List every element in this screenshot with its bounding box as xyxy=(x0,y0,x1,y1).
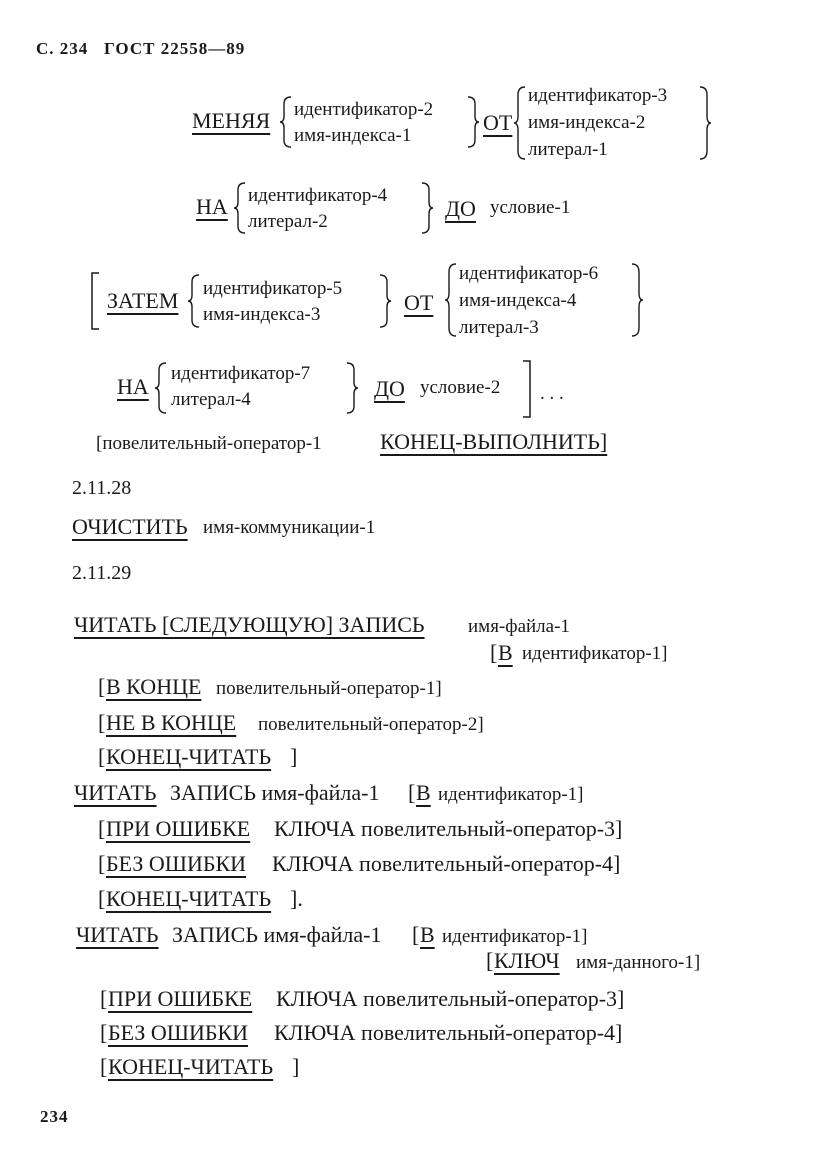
operand-communication-name-1: имя-коммуникации-1 xyxy=(203,517,376,538)
bracket-close: ] xyxy=(292,1054,300,1079)
imperative-statement-1: [повелительный-оператор-1 xyxy=(96,433,322,454)
left-brace xyxy=(444,263,458,337)
bracket-open: [ xyxy=(100,1020,108,1045)
file-name-1: имя-файла-1 xyxy=(468,616,570,637)
keyword-ot: ОТ xyxy=(404,290,434,315)
keyword-end-read: КОНЕЦ-ЧИТАТЬ xyxy=(106,744,272,769)
keyword-read: ЧИТАТЬ xyxy=(74,780,157,805)
bracket-open: [ xyxy=(486,948,494,973)
option-index-name-1: имя-индекса-1 xyxy=(294,125,412,146)
key-imperative-statement-3: КЛЮЧА повелительный-оператор-3] xyxy=(274,816,623,841)
keyword-clear: ОЧИСТИТЬ xyxy=(72,514,188,539)
right-brace xyxy=(420,182,434,234)
option-index-name-4: имя-индекса-4 xyxy=(459,290,577,311)
identifier-1: идентификатор-1] xyxy=(442,926,588,947)
right-brace xyxy=(630,263,644,337)
bracket-open: [ xyxy=(412,922,420,947)
option-index-name-3: имя-индекса-3 xyxy=(203,304,321,325)
keyword-invalid-key: ПРИ ОШИБКЕ xyxy=(106,816,251,841)
key-imperative-statement-4: КЛЮЧА повелительный-оператор-4] xyxy=(272,851,621,876)
left-brace xyxy=(513,86,527,160)
left-brace xyxy=(187,274,201,328)
right-brace xyxy=(378,274,392,328)
option-index-name-2: имя-индекса-2 xyxy=(528,112,646,133)
keyword-end-read: КОНЕЦ-ЧИТАТЬ xyxy=(106,886,272,911)
bracket-open: [ xyxy=(100,1054,108,1079)
keyword-end-perform: КОНЕЦ-ВЫПОЛНИТЬ] xyxy=(380,429,608,454)
bracket-open: [ xyxy=(98,816,106,841)
keyword-v: В xyxy=(416,780,431,805)
bracket-open: [ xyxy=(98,744,106,769)
keyword-end-read: КОНЕЦ-ЧИТАТЬ xyxy=(108,1054,274,1079)
left-brace xyxy=(233,182,247,234)
keyword-do: ДО xyxy=(374,376,405,401)
keyword-na: НА xyxy=(117,374,149,399)
left-brace xyxy=(279,96,293,148)
bracket-open: [ xyxy=(100,986,108,1011)
option-literal-3: литерал-3 xyxy=(459,317,539,338)
bracket-close: ] xyxy=(290,744,298,769)
record-file-name-1: ЗАПИСЬ имя-файла-1 xyxy=(170,780,380,805)
keyword-read-next-record: ЧИТАТЬ [СЛЕДУЮЩУЮ] ЗАПИСЬ xyxy=(74,612,425,637)
option-identifier-7: идентификатор-7 xyxy=(171,363,311,384)
bracket-open: [ xyxy=(98,851,106,876)
option-identifier-6: идентификатор-6 xyxy=(459,263,599,284)
right-brace xyxy=(345,362,359,414)
identifier-1: идентификатор-1] xyxy=(522,643,668,664)
keyword-at-end: В КОНЦЕ xyxy=(106,674,202,699)
option-literal-1: литерал-1 xyxy=(528,139,608,160)
keyword-do: ДО xyxy=(445,196,476,221)
ellipsis: . . . xyxy=(540,383,564,404)
identifier-1: идентификатор-1] xyxy=(438,784,584,805)
keyword-menyaya: МЕНЯЯ xyxy=(192,108,271,133)
keyword-not-invalid-key: БЕЗ ОШИБКИ xyxy=(106,851,247,876)
page-label: С. 234 xyxy=(36,39,89,58)
keyword-na: НА xyxy=(196,194,228,219)
keyword-invalid-key: ПРИ ОШИБКЕ xyxy=(108,986,253,1011)
option-identifier-4: идентификатор-4 xyxy=(248,185,388,206)
bracket-open: [ xyxy=(98,710,106,735)
key-imperative-statement-3: КЛЮЧА повелительный-оператор-3] xyxy=(276,986,625,1011)
right-brace xyxy=(698,86,712,160)
option-literal-4: литерал-4 xyxy=(171,389,251,410)
keyword-read: ЧИТАТЬ xyxy=(76,922,159,947)
keyword-not-invalid-key: БЕЗ ОШИБКИ xyxy=(108,1020,249,1045)
left-brace xyxy=(154,362,168,414)
page-number: 234 xyxy=(40,1107,69,1126)
keyword-zatem: ЗАТЕМ xyxy=(107,288,179,313)
section-number: 2.11.29 xyxy=(72,562,132,584)
right-square-bracket xyxy=(522,360,532,418)
bracket-open: [ xyxy=(408,780,416,805)
imperative-statement-1: повелительный-оператор-1] xyxy=(216,678,442,699)
record-file-name-1: ЗАПИСЬ имя-файла-1 xyxy=(172,922,382,947)
bracket-open: [ xyxy=(98,674,106,699)
option-identifier-5: идентификатор-5 xyxy=(203,278,343,299)
keyword-v: В xyxy=(498,640,513,665)
keyword-v: В xyxy=(420,922,435,947)
bracket-open: [ xyxy=(490,640,498,665)
standard-id: ГОСТ 22558—89 xyxy=(104,39,246,58)
option-identifier-2: идентификатор-2 xyxy=(294,99,434,120)
option-identifier-3: идентификатор-3 xyxy=(528,85,668,106)
condition-1: условие-1 xyxy=(490,197,571,218)
bracket-open: [ xyxy=(98,886,106,911)
condition-2: условие-2 xyxy=(420,377,501,398)
right-brace xyxy=(466,96,480,148)
imperative-statement-2: повелительный-оператор-2] xyxy=(258,714,484,735)
bracket-close: ]. xyxy=(290,886,303,911)
section-number: 2.11.28 xyxy=(72,477,132,499)
data-name-1: имя-данного-1] xyxy=(576,952,701,973)
keyword-key: КЛЮЧ xyxy=(494,948,560,973)
key-imperative-statement-4: КЛЮЧА повелительный-оператор-4] xyxy=(274,1020,623,1045)
keyword-ot: ОТ xyxy=(483,110,513,135)
left-square-bracket xyxy=(90,272,100,330)
keyword-not-at-end: НЕ В КОНЦЕ xyxy=(106,710,237,735)
option-literal-2: литерал-2 xyxy=(248,211,328,232)
